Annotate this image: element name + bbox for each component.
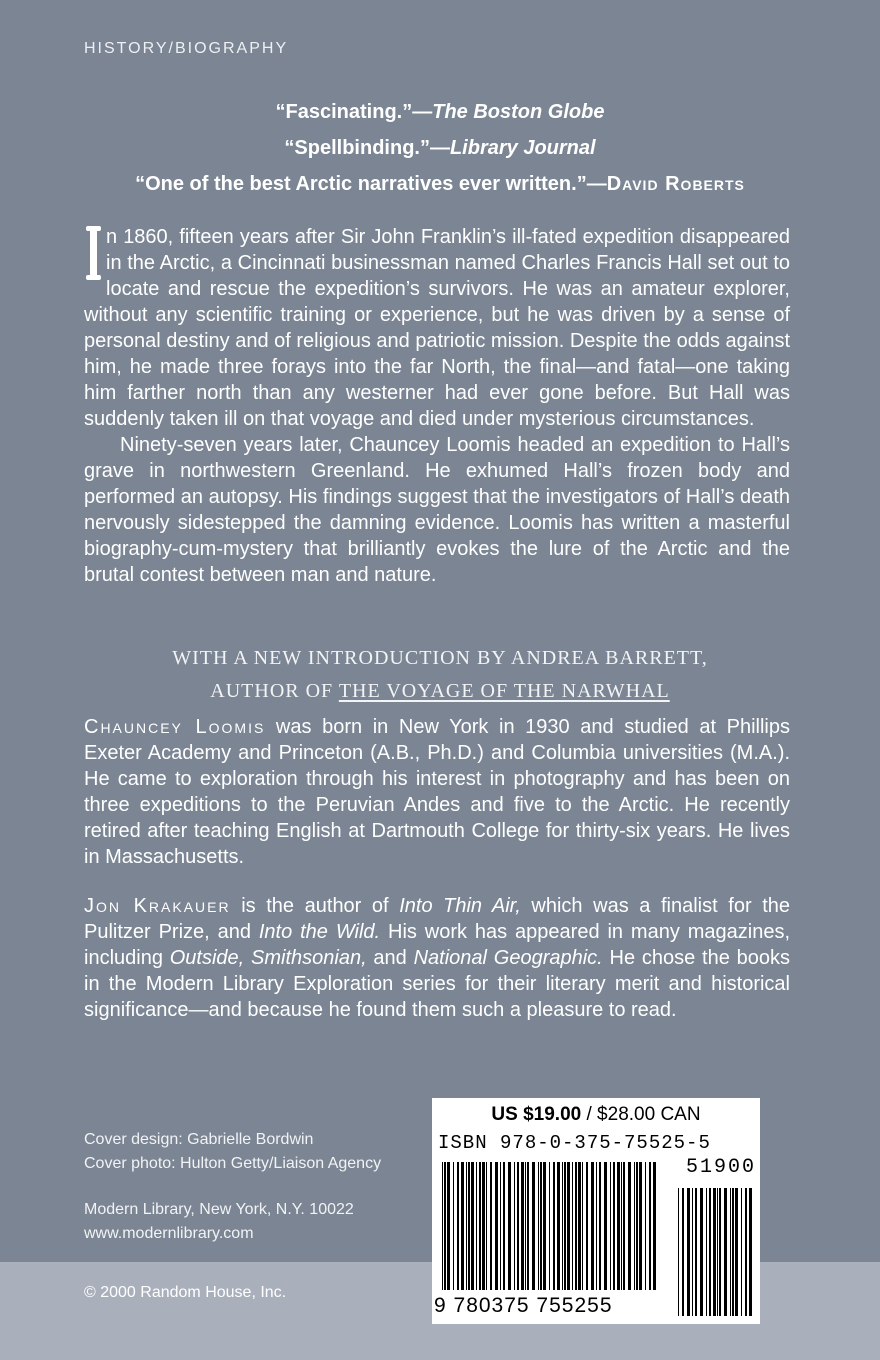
barcode-bar xyxy=(557,1162,560,1290)
editor-book-title: Into the Wild. xyxy=(258,921,381,943)
barcode-bar xyxy=(479,1162,481,1290)
barcode-bar xyxy=(564,1162,566,1290)
barcode-bar xyxy=(461,1162,464,1290)
barcode-bar xyxy=(649,1162,651,1290)
barcode-bar xyxy=(749,1188,752,1316)
barcode-bar xyxy=(623,1162,625,1290)
barcode-bar xyxy=(471,1162,474,1290)
barcode-bar xyxy=(527,1162,529,1290)
author-name: Chauncey Loomis xyxy=(84,716,266,738)
barcode-bar xyxy=(610,1162,611,1290)
quote-text: “One of the best Arctic narratives ever written.”— xyxy=(135,173,607,195)
editor-bio xyxy=(84,893,790,1023)
credits xyxy=(84,1128,381,1246)
barcode-bar xyxy=(591,1162,594,1290)
barcode-bar xyxy=(692,1188,693,1316)
author-bio-text: was born in New York in 1930 and studied at Phillips Exeter Academy and Princeton (A.B., Ph.D.) and Columbia universities (M.A.). He came to exploration through his interest in photography and has been on three expeditions to the Peruvian Andes and five to the Arctic. He recently retired after teaching English at Dartmouth College for thirty-six years. He lives in Massachusetts. xyxy=(84,716,790,868)
magazine-title: Outside, Smithsonian, xyxy=(169,947,367,969)
barcode-bar xyxy=(468,1162,470,1290)
barcode-bar xyxy=(596,1162,597,1290)
editor-bio-text: He chose the books in the Modern Library Exploration series for their literary merit and historical significance—and because he found them such a pleasure to read. xyxy=(84,947,790,1021)
barcode-bar xyxy=(613,1162,615,1290)
barcode-bar xyxy=(719,1188,721,1316)
quote-text: “Fascinating.”— xyxy=(275,101,433,123)
barcode-bar xyxy=(582,1162,583,1290)
barcode-bar xyxy=(503,1162,505,1290)
barcode-bar xyxy=(735,1188,738,1316)
barcode-bar xyxy=(724,1188,727,1316)
barcode-bar xyxy=(700,1188,703,1316)
barcode-bar xyxy=(549,1162,550,1290)
barcode-bar xyxy=(514,1162,515,1290)
barcode-bar xyxy=(604,1162,607,1290)
barcode-bar xyxy=(732,1188,734,1316)
barcode-bar xyxy=(476,1162,477,1290)
quote-text: “Spellbinding.”— xyxy=(284,137,450,159)
description-paragraph-2: Ninety-seven years later, Chauncey Loomis headed an expedition to Hall’s grave in northwestern Greenland. He exhumed Hall’s frozen body and performed an autopsy. His findings suggest that the investigators of Hall’s death nervously sidestepped the damning evidence. Loomis has written a masterful biography-cum-mystery that brilliantly evokes the lure of the Arctic and the brutal contest between man and nature. xyxy=(84,434,790,586)
quote-source: The Boston Globe xyxy=(432,101,605,123)
barcode-bar xyxy=(706,1188,707,1316)
barcode-bar xyxy=(553,1162,555,1290)
publisher-website: www.modernlibrary.com xyxy=(84,1225,254,1242)
barcode-bar xyxy=(500,1162,501,1290)
introduction-book-title: THE VOYAGE OF THE NARWHAL xyxy=(338,680,670,702)
barcode-bar xyxy=(628,1162,631,1290)
price-can: / $28.00 CAN xyxy=(581,1104,701,1125)
editor-bio-text: His work has appeared in many magazines, including xyxy=(84,921,791,969)
introduction-credit xyxy=(0,642,880,708)
barcode-bar xyxy=(621,1162,622,1290)
barcode-bar xyxy=(709,1188,711,1316)
barcode-bar xyxy=(687,1188,690,1316)
barcode-bar xyxy=(543,1162,546,1290)
barcode-bar xyxy=(713,1188,716,1316)
barcode-bar xyxy=(453,1162,454,1290)
description-text-1: n 1860, fifteen years after Sir John Franklin’s ill-fated expedition disappeared in the Arctic, a Cincinnati businessman named Charles Francis Hall set out to locate and rescue the expedition’s survivors. He was an amateur explorer, without any scientific training or experience, but he was driven by a sense of personal destiny and of religious and patriotic mission. Despite the odds against him, he made three forays into the far North, the final—and fatal—one taking him farther north than any westerner had ever gone before. But Hall was suddenly taken ill on that voyage and died under mysterious circumstances. xyxy=(84,226,790,430)
barcode-bar xyxy=(490,1162,492,1290)
barcode-bar xyxy=(508,1162,511,1290)
barcode-bar xyxy=(562,1162,563,1290)
barcode-bar xyxy=(442,1162,443,1290)
barcode-bar xyxy=(599,1162,601,1290)
barcode-bar xyxy=(717,1188,718,1316)
barcode-bar xyxy=(525,1162,526,1290)
ean-digits: 9 780375 755255 xyxy=(434,1294,613,1317)
barcode-bar xyxy=(540,1162,542,1290)
editor-bio-text: is the author of xyxy=(230,895,400,917)
barcode-bar xyxy=(521,1162,524,1290)
barcode-bar xyxy=(457,1162,459,1290)
introduction-line-2 xyxy=(0,675,880,708)
cover-design-credit: Cover design: Gabrielle Bordwin xyxy=(84,1131,314,1148)
barcode-bar xyxy=(678,1188,679,1316)
barcode-bar xyxy=(578,1162,581,1290)
quote-source: Library Journal xyxy=(449,137,596,159)
price-us: US $19.00 xyxy=(491,1104,582,1125)
barcode-bar xyxy=(586,1162,588,1290)
book-description xyxy=(84,224,790,588)
barcode-bar xyxy=(636,1162,638,1290)
price-label xyxy=(432,1104,760,1126)
description-paragraph-1 xyxy=(84,224,790,432)
addon-digits: 51900 xyxy=(685,1156,756,1179)
editor-book-title: Into Thin Air, xyxy=(399,895,521,917)
drop-cap xyxy=(84,228,102,278)
barcode-bar xyxy=(645,1162,646,1290)
barcode-bar xyxy=(639,1162,642,1290)
barcode-bar xyxy=(532,1162,535,1290)
barcode-bar xyxy=(567,1162,570,1290)
barcode-bar xyxy=(741,1188,742,1316)
barcode-bar xyxy=(682,1188,684,1316)
author-bio xyxy=(84,714,790,870)
barcode-box xyxy=(432,1098,760,1324)
barcode-bar xyxy=(447,1162,450,1290)
barcode-bar xyxy=(634,1162,635,1290)
barcode-bar xyxy=(730,1188,731,1316)
barcode-bar xyxy=(482,1162,485,1290)
magazine-title: National Geographic. xyxy=(413,947,603,969)
quote-source: David Roberts xyxy=(606,173,745,195)
barcode-bar xyxy=(466,1162,467,1290)
barcode-bar xyxy=(517,1162,519,1290)
barcode-bar xyxy=(653,1162,656,1290)
editor-bio-text: which was a finalist for the Pulitzer Prize, and xyxy=(84,895,790,943)
editor-bio-text: and xyxy=(366,947,414,969)
barcode-bar xyxy=(486,1162,487,1290)
quote-david-roberts xyxy=(0,166,880,202)
barcode-bar xyxy=(695,1188,697,1316)
publisher-address: Modern Library, New York, N.Y. 10022 xyxy=(84,1201,354,1218)
barcode-bar xyxy=(444,1162,446,1290)
isbn-label: ISBN 978-0-375-75525-5 xyxy=(438,1132,711,1154)
cover-photo-credit: Cover photo: Hulton Getty/Liaison Agency xyxy=(84,1155,382,1172)
category-label: HISTORY/BIOGRAPHY xyxy=(84,40,289,57)
barcode-bar xyxy=(745,1188,747,1316)
introduction-line-1: WITH A NEW INTRODUCTION BY ANDREA BARRETT, xyxy=(172,647,708,669)
praise-quotes xyxy=(0,94,880,202)
barcode-bar xyxy=(617,1162,620,1290)
quote-boston-globe xyxy=(0,94,880,130)
barcode-bar xyxy=(538,1162,539,1290)
barcode-bar xyxy=(495,1162,498,1290)
editor-name: Jon Krakauer xyxy=(84,895,231,917)
introduction-prefix: AUTHOR OF xyxy=(210,680,339,702)
ean-barcode-bars xyxy=(442,1162,660,1290)
barcode-bar xyxy=(572,1162,573,1290)
addon-barcode-bars xyxy=(678,1188,754,1316)
barcode-bar xyxy=(575,1162,577,1290)
copyright: © 2000 Random House, Inc. xyxy=(84,1284,287,1301)
quote-library-journal xyxy=(0,130,880,166)
